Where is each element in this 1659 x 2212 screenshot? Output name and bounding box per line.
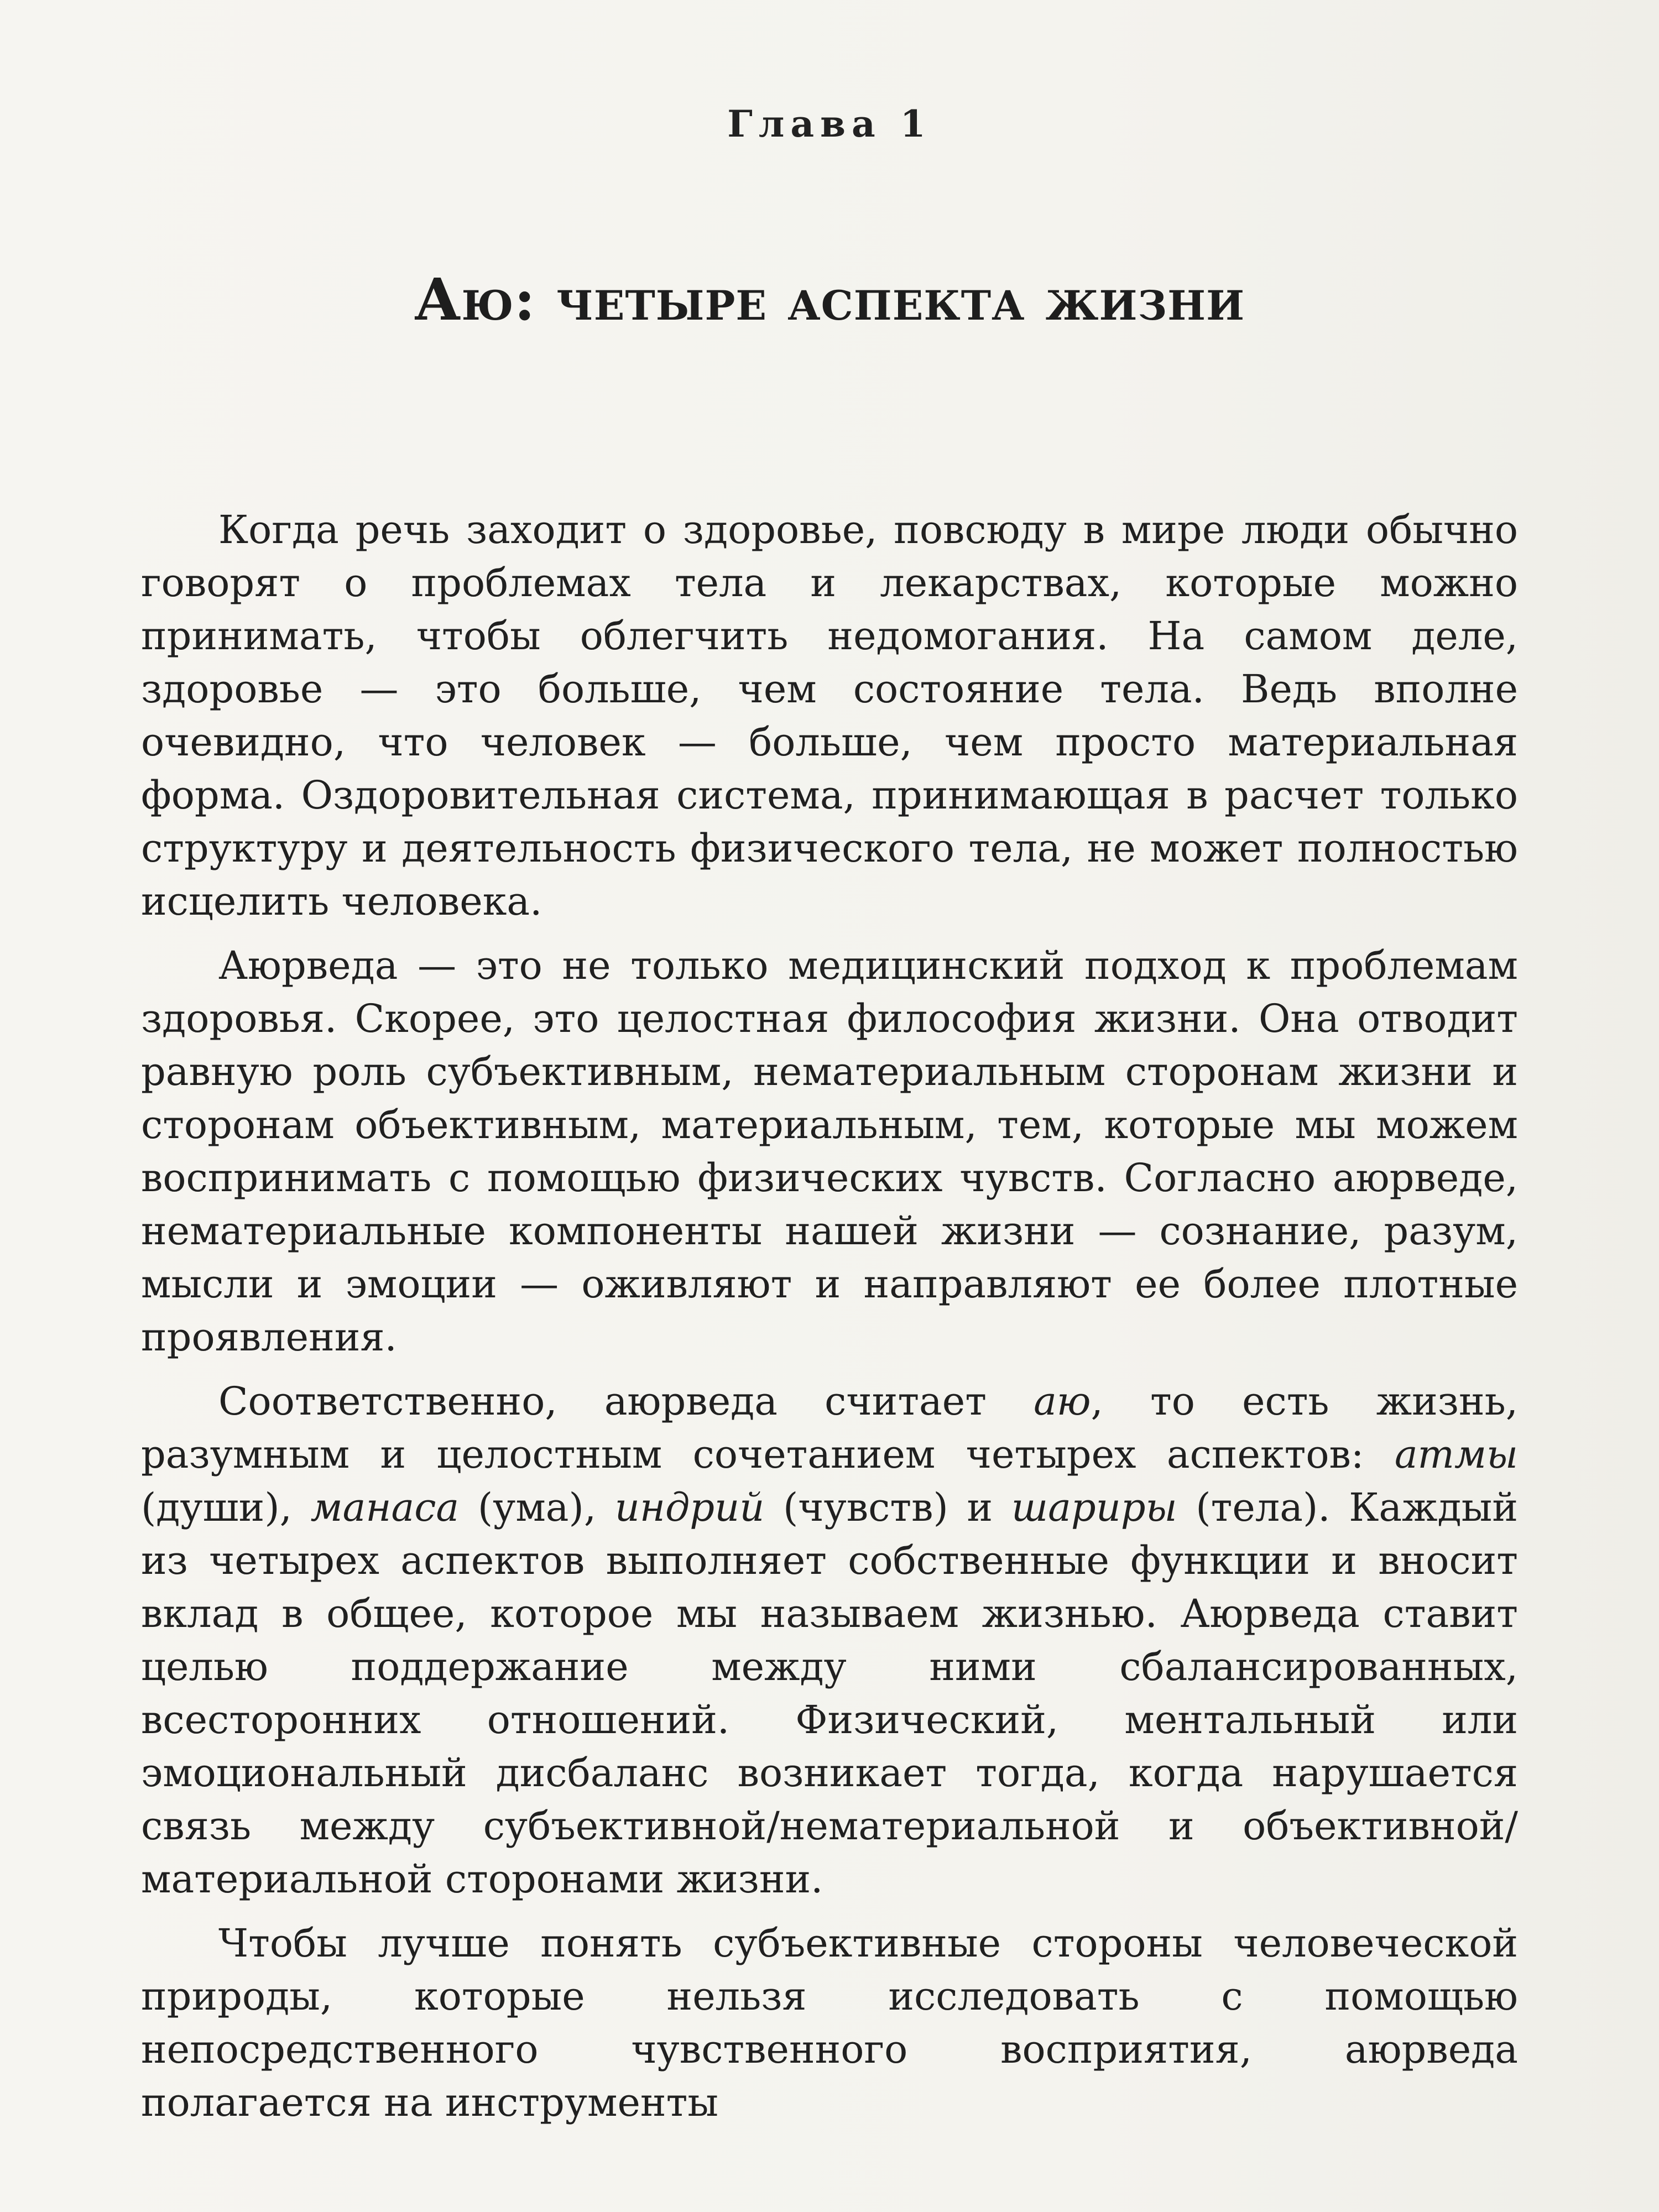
paragraph-4: Чтобы лучше понять субъективные стороны человеческой природы, которые нельзя исследовать с помощью непосредственного чувственного восприятия, аюрведа полагается на инструменты <box>141 1921 1518 2125</box>
term-indriy: индрий <box>614 1485 765 1530</box>
chapter-label: Глава 1 <box>727 102 932 145</box>
term-atmy: атмы <box>1394 1432 1518 1477</box>
chapter-title-text: Аю: четыре аспекта жизни <box>414 265 1245 333</box>
term-manasa: манаса <box>310 1485 460 1530</box>
body-text <box>141 503 1518 2140</box>
paragraph-1: Когда речь заходит о здоровье, повсюду в мире люди обычно говорят о проблемах тела и лекарствах, которые можно принимать, чтобы облегчить недомогания. На самом деле, здоровье — это больше, чем состояние тела. Ведь вполне очевидно, что человек — больше, чем просто материальная форма. Оздоровительная система, принимающая в расчет только структуру и деятельность физического тела, не может полностью исцелить человека. <box>141 507 1518 924</box>
p3-text-5: (чувств) и <box>764 1485 1011 1530</box>
p3-text-1: Соответственно, аюрведа считает <box>218 1379 1034 1424</box>
p3-text-6: (тела). Каждый из четырех аспектов выполняет собственные функции и вносит вклад в общее, которое мы называем жизнью. Аюрведа ставит целью поддержание между ними сбалансированных, всесторонних отношений. Физический, ментальный или эмоциональный дисбаланс возникает тогда, когда нарушается связь между субъективной/нематериальной и объективной/материальной сторонами жизни. <box>141 1485 1518 1902</box>
p3-text-4: (ума), <box>459 1485 615 1530</box>
term-ayu: аю <box>1034 1379 1091 1424</box>
p3-text-2: , то есть жизнь, разумным и целостным сочетанием четырех аспектов: <box>141 1379 1518 1477</box>
chapter-title <box>0 265 1659 333</box>
paragraph-3 <box>141 1375 1518 1906</box>
paragraph-2: Аюрведа — это не только медицинский подход к проблемам здоровья. Скорее, это целостная философия жизни. Она отводит равную роль субъективным, нематериальным сторонам жизни и сторонам объективным, материальным, тем, которые мы можем воспринимать с помощью физических чувств. Согласно аюрведе, нематериальные компоненты нашей жизни — сознание, разум, мысли и эмоции — оживляют и направляют ее более плотные проявления. <box>141 943 1518 1360</box>
p3-text-3: (души), <box>141 1485 311 1530</box>
term-shariry: шариры <box>1011 1485 1177 1530</box>
